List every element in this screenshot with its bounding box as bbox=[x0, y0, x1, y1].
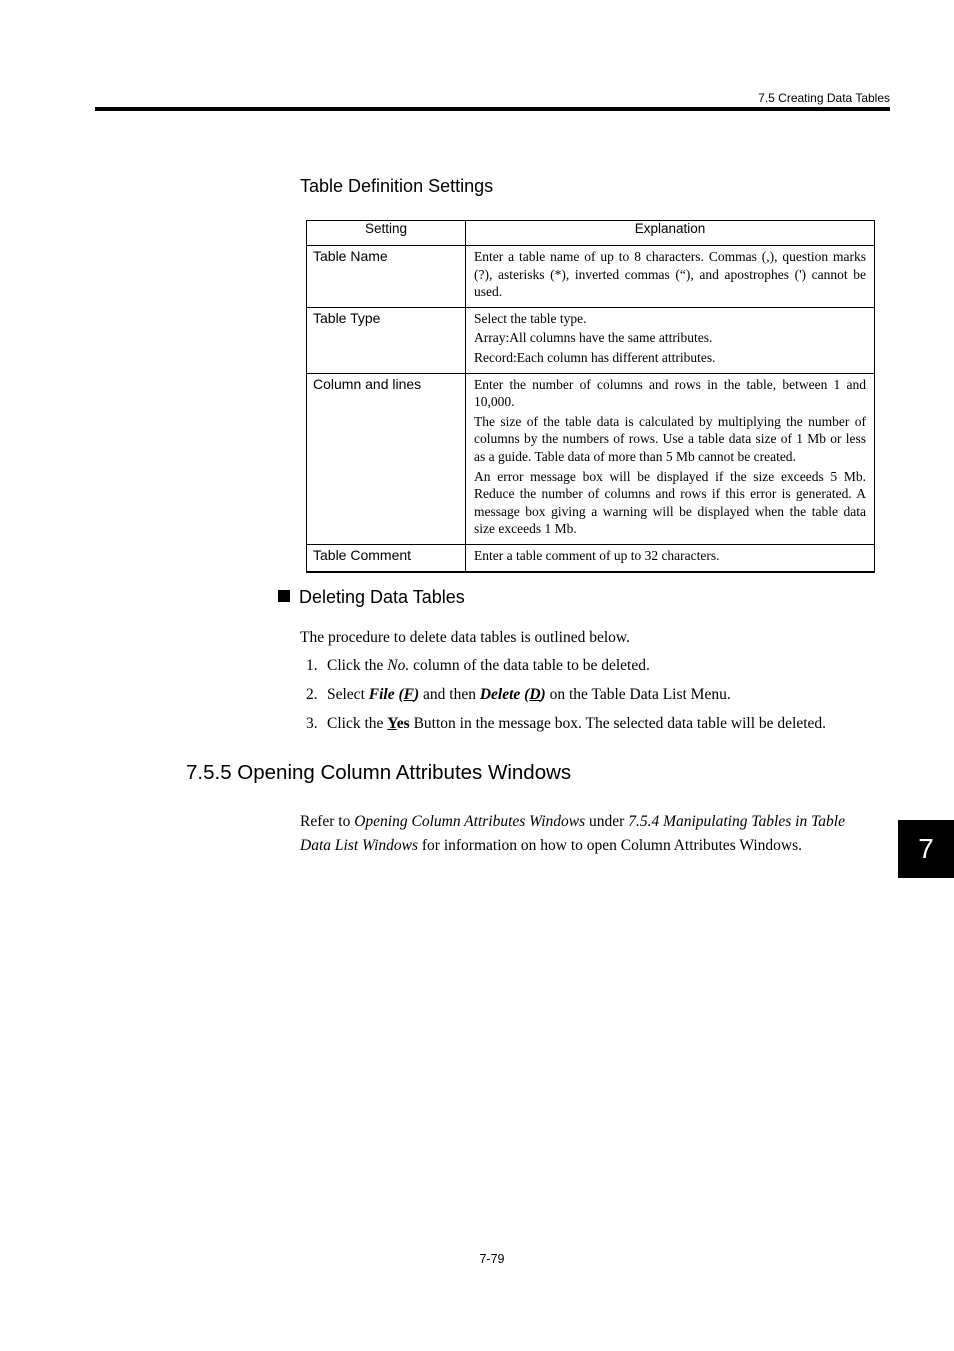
section-heading-755: 7.5.5 Opening Column Attributes Windows bbox=[186, 761, 572, 784]
setting-cell: Table Name bbox=[307, 246, 466, 308]
explanation-text: Record:Each column has different attributes. bbox=[474, 349, 716, 365]
step-text: Click the bbox=[327, 715, 388, 732]
section-755-paragraph bbox=[300, 810, 872, 858]
step-text: column of the data table to be deleted. bbox=[409, 657, 650, 674]
table-definition-heading: Table Definition Settings bbox=[300, 176, 494, 196]
step-number: 3. bbox=[306, 715, 318, 732]
menu-delete-label: Delete ( bbox=[479, 686, 530, 703]
step-text: Click the bbox=[327, 657, 388, 674]
column-header-setting: Setting bbox=[307, 221, 466, 246]
explanation-text: Enter a table name of up to 8 characters. Commas (,), question marks (?), asterisks (*), inverted commas (“), and apostrophes (') cannot be used. bbox=[474, 249, 866, 300]
step-text: Button in the message box. The selected data table will be deleted. bbox=[409, 715, 827, 732]
setting-cell: Column and lines bbox=[307, 373, 466, 544]
step-number: 2. bbox=[306, 686, 318, 703]
explanation-cell bbox=[466, 544, 875, 571]
step-text: Select bbox=[327, 686, 369, 703]
setting-cell: Table Type bbox=[307, 307, 466, 373]
step-text: and then bbox=[419, 686, 480, 703]
square-bullet-icon bbox=[278, 590, 290, 602]
menu-file-shortcut: F bbox=[403, 686, 414, 703]
step-3 bbox=[306, 715, 826, 733]
page-number: 7-79 bbox=[479, 1252, 505, 1266]
yes-button-shortcut: Y bbox=[387, 715, 397, 732]
cross-reference: 7.5.4 Manipulating Tables in Table Data List Windows bbox=[300, 813, 845, 854]
explanation-cell bbox=[466, 246, 875, 308]
paragraph-text: Refer to bbox=[300, 813, 355, 830]
step-text: on the Table Data List Menu. bbox=[545, 686, 731, 703]
explanation-text: An error message box will be displayed if the size exceeds 5 Mb. Reduce the number of columns and rows if this error is generated. A message box giving a warning will be displayed when the table data size exceeds 1 Mb. bbox=[474, 468, 866, 537]
deleting-heading bbox=[278, 587, 465, 608]
table-row bbox=[307, 544, 875, 571]
table-header-row bbox=[307, 221, 875, 246]
yes-button-label: es bbox=[396, 715, 410, 732]
explanation-text: Enter a table comment of up to 32 characters. bbox=[474, 547, 720, 563]
menu-file-label-end: ) bbox=[413, 686, 420, 703]
table-row bbox=[307, 373, 875, 544]
explanation-text: The size of the table data is calculated by multiplying the number of columns by the numbers of rows. Use a table data size of 1 Mb or less as a guide. Table data of more than 5 Mb cannot be created. bbox=[474, 413, 866, 464]
chapter-tab: 7 bbox=[898, 820, 954, 878]
explanation-text: Array:All columns have the same attributes. bbox=[474, 330, 713, 346]
column-header-explanation: Explanation bbox=[466, 221, 875, 246]
menu-delete-shortcut: D bbox=[529, 686, 541, 703]
header-rule bbox=[95, 107, 890, 111]
explanation-text: Select the table type. bbox=[474, 310, 587, 326]
step-number: 1. bbox=[306, 657, 318, 674]
setting-cell: Table Comment bbox=[307, 544, 466, 571]
step-emphasis: No. bbox=[387, 657, 410, 674]
paragraph-text: for information on how to open Column Attributes Windows. bbox=[418, 837, 802, 854]
table-definition-settings bbox=[306, 220, 875, 573]
menu-file-label: File ( bbox=[368, 686, 404, 703]
deleting-heading-text: Deleting Data Tables bbox=[299, 587, 465, 607]
explanation-text: Enter the number of columns and rows in the table, between 1 and 10,000. bbox=[474, 376, 866, 410]
explanation-cell bbox=[466, 307, 875, 373]
menu-delete-label-end: ) bbox=[540, 686, 546, 703]
explanation-cell bbox=[466, 373, 875, 544]
paragraph-emphasis: Opening Column Attributes Windows bbox=[354, 813, 586, 830]
step-2 bbox=[306, 686, 731, 704]
table-row bbox=[307, 246, 875, 308]
paragraph-text: under bbox=[585, 813, 629, 830]
running-header: 7.5 Creating Data Tables bbox=[758, 91, 890, 105]
step-1 bbox=[306, 657, 650, 675]
table-row bbox=[307, 307, 875, 373]
deleting-intro: The procedure to delete data tables is outlined below. bbox=[300, 629, 630, 646]
